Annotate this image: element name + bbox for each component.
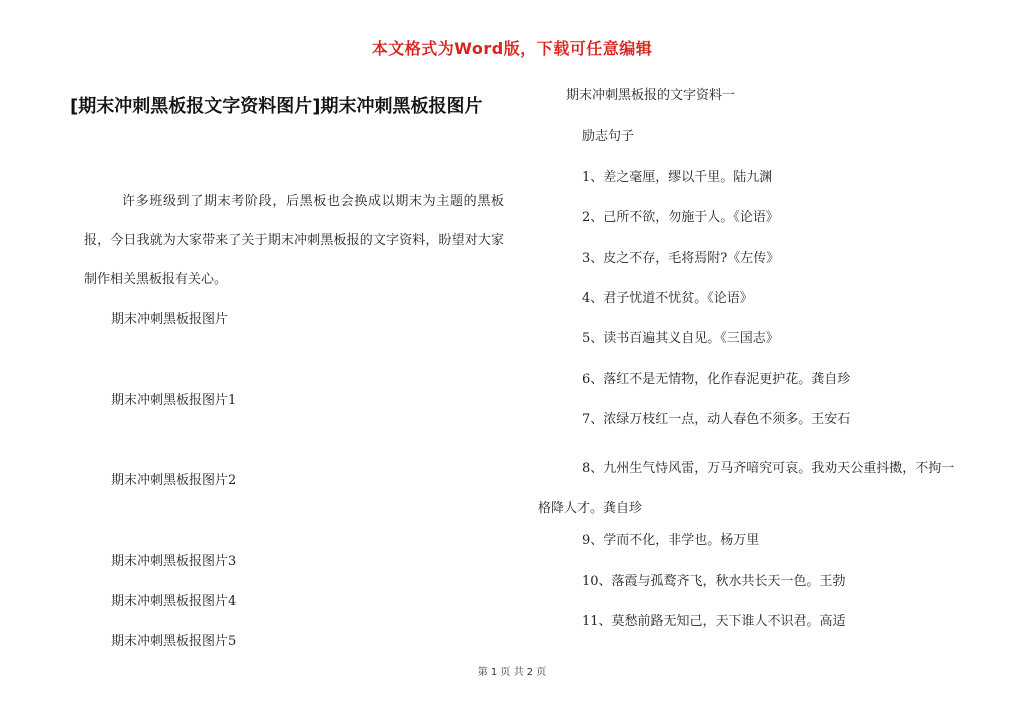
quote-item: 6、落红不是无情物，化作春泥更护花。龚自珍 (582, 372, 851, 387)
left-list-item: 期末冲刺黑板报图片3 (111, 554, 237, 569)
quote-item: 7、浓绿万枝红一点，动人春色不须多。王安石 (582, 412, 851, 427)
section-subheading: 励志句子 (582, 129, 635, 144)
quote-item: 3、皮之不存，毛将焉附?《左传》 (582, 251, 780, 266)
left-list-item: 期末冲刺黑板报图片1 (111, 393, 237, 408)
page-footer: 第 1 页 共 2 页 (477, 667, 547, 678)
left-list-item: 期末冲刺黑板报图片2 (111, 473, 237, 488)
quote-item: 1、差之毫厘，缪以千里。陆九渊 (582, 170, 773, 185)
quote-item: 10、落霞与孤鹜齐飞，秋水共长天一色。王勃 (582, 574, 846, 589)
section-heading: 期末冲刺黑板报的文字资料一 (566, 88, 736, 103)
format-banner: 本文格式为Word版，下载可任意编辑 (371, 39, 653, 58)
left-list-item: 期末冲刺黑板报图片4 (111, 594, 237, 609)
quote-item: 4、君子忧道不忧贫。《论语》 (582, 291, 753, 306)
quote-item: 11、莫愁前路无知己，天下谁人不识君。高适 (582, 614, 846, 629)
quote-item: 9、学而不化，非学也。杨万里 (582, 533, 760, 548)
quote-item: 2、己所不欲，勿施于人。《论语》 (582, 210, 779, 225)
quote-item: 5、读书百遍其义自见。《三国志》 (582, 331, 779, 346)
document-title: [期末冲刺黑板报文字资料图片]期末冲刺黑板报图片 (70, 96, 483, 117)
left-list-item: 期末冲刺黑板报图片 (111, 312, 229, 327)
left-list-item: 期末冲刺黑板报图片5 (111, 634, 237, 649)
intro-paragraph: 许多班级到了期末考阶段，后黑板也会换成以期末为主题的黑板报，今日我就为大家带来了关于期末冲刺黑板报的文字资料，盼望对大家制作相关黑板报有关心。 (84, 194, 504, 287)
quote-item: 8、九州生气恃风雷，万马齐喑究可哀。我劝天公重抖擞，不拘一格降人才。龚自珍 (538, 461, 955, 516)
